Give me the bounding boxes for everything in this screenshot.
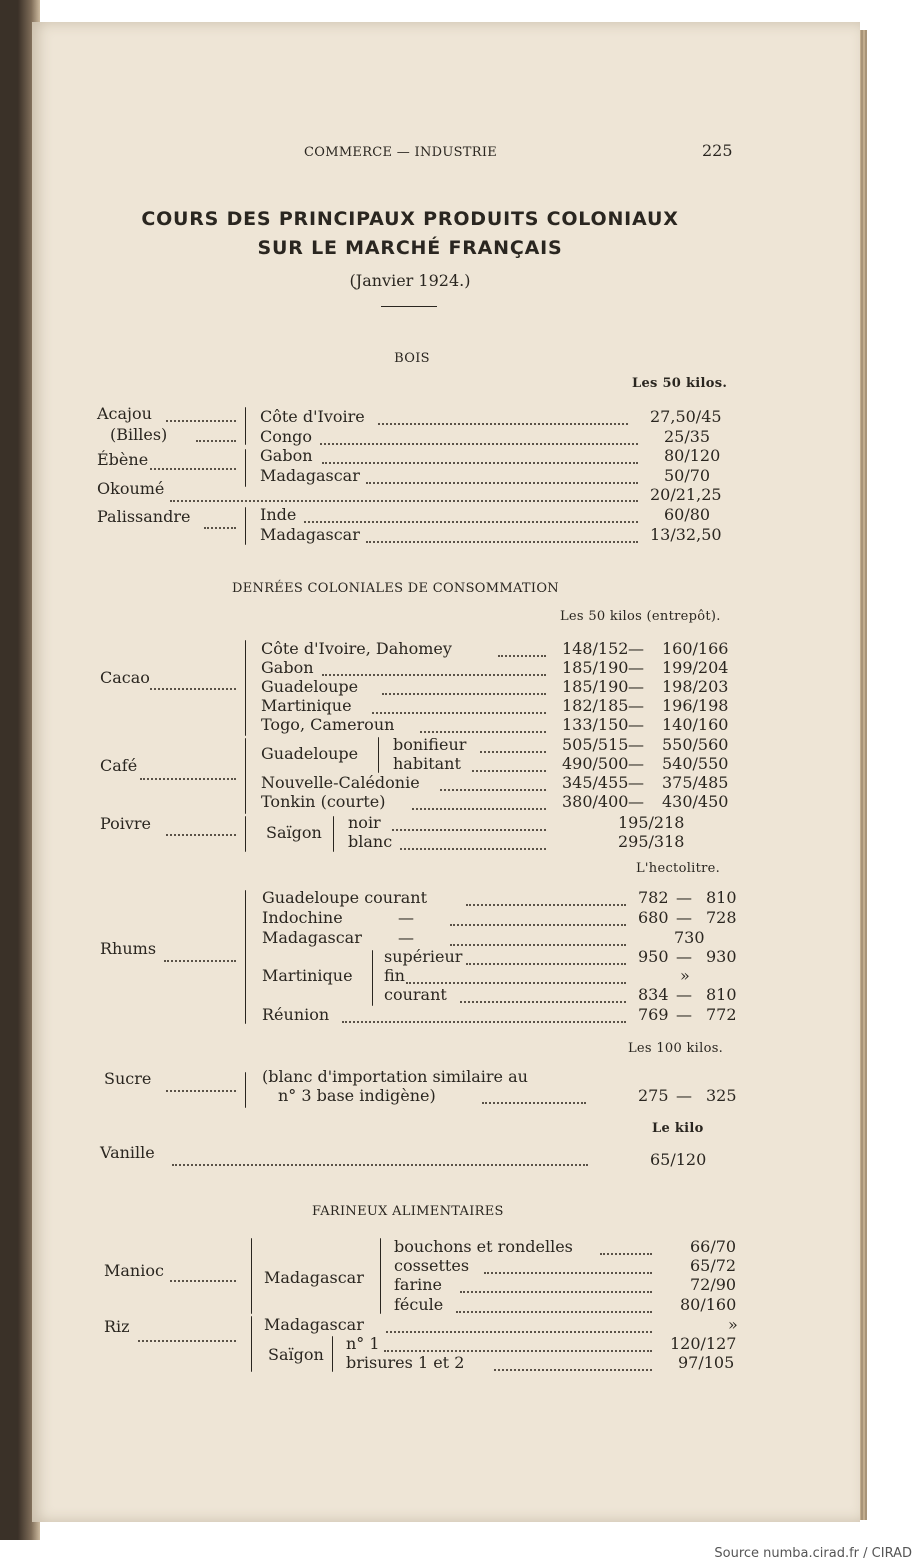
price-value: 50/70 — [664, 466, 711, 485]
price-value: 182/185 — [562, 696, 629, 715]
price-value: 680 — [638, 908, 669, 927]
dash: — — [628, 754, 644, 773]
dash: — — [676, 888, 692, 907]
leader-dots — [196, 440, 236, 442]
product-label: Sucre — [104, 1069, 152, 1088]
origin-label: Madagascar — [260, 466, 360, 485]
price-value: 160/166 — [662, 639, 729, 658]
brace — [245, 816, 246, 852]
origin-label: Indochine — [262, 908, 343, 927]
leader-dots — [150, 688, 236, 690]
leader-dots — [320, 443, 638, 445]
leader-dots — [170, 500, 638, 502]
grade-label: cossettes — [394, 1256, 470, 1275]
product-label: Manioc — [104, 1261, 164, 1280]
dash: — — [628, 658, 644, 677]
leader-dots — [482, 1102, 586, 1104]
grade-label: bonifieur — [393, 735, 467, 754]
product-label: Café — [100, 756, 138, 775]
product-label: Cacao — [100, 668, 150, 687]
leader-dots — [140, 778, 236, 780]
leader-dots — [384, 1350, 652, 1352]
price-value: 20/21,25 — [650, 485, 722, 504]
leader-dots — [440, 789, 546, 791]
origin-label: Gabon — [260, 446, 313, 465]
brace — [245, 738, 246, 814]
product-label: Riz — [104, 1317, 130, 1336]
price-value: 769 — [638, 1005, 669, 1024]
price-value: 196/198 — [662, 696, 729, 715]
dash: — — [628, 677, 644, 696]
page-title: COURS DES PRINCIPAUX PRODUITS COLONIAUX — [141, 208, 679, 230]
leader-dots — [166, 1090, 236, 1092]
origin-label: Togo, Cameroun — [261, 715, 395, 734]
price-value: 185/190 — [562, 658, 629, 677]
unit-label: Le kilo — [652, 1121, 704, 1136]
brace — [378, 737, 379, 773]
origin-label: Congo — [260, 427, 313, 446]
grade-label: blanc — [348, 832, 393, 851]
ditto-dash: — — [398, 928, 414, 947]
leader-dots — [342, 1021, 626, 1023]
leader-dots — [164, 960, 236, 962]
price-value: 120/127 — [670, 1334, 737, 1353]
grade-label: bouchons et rondelles — [394, 1237, 573, 1256]
dash: — — [628, 639, 644, 658]
unit-label: Les 100 kilos. — [628, 1041, 724, 1056]
dash: — — [628, 735, 644, 754]
leader-dots — [172, 1164, 588, 1166]
grade-label: courant — [384, 985, 447, 1004]
leader-dots — [392, 829, 546, 831]
origin-label: Réunion — [262, 1005, 330, 1024]
leader-dots — [366, 541, 638, 543]
price-value: 728 — [706, 908, 737, 927]
page-subtitle: SUR LE MARCHÉ FRANÇAIS — [257, 237, 563, 259]
price-value: 540/550 — [662, 754, 729, 773]
origin-label: Saïgon — [266, 823, 322, 842]
brace — [372, 950, 373, 1006]
price-value: 772 — [706, 1005, 737, 1024]
price-value: 133/150 — [562, 715, 629, 734]
brace — [245, 1072, 246, 1108]
brace — [245, 407, 246, 445]
leader-dots — [480, 751, 546, 753]
grade-label: supérieur — [384, 947, 463, 966]
title-date: (Janvier 1924.) — [349, 271, 471, 290]
price-value: 148/152 — [562, 639, 629, 658]
origin-label: Côte d'Ivoire, Dahomey — [261, 639, 452, 658]
grade-label: habitant — [393, 754, 461, 773]
leader-dots — [304, 521, 638, 523]
leader-dots — [322, 462, 638, 464]
description-text: (blanc d'importation similaire au — [262, 1067, 528, 1086]
origin-label: Guadeloupe — [261, 744, 359, 763]
origin-label: Madagascar — [264, 1315, 364, 1334]
price-value: 345/455 — [562, 773, 629, 792]
grade-label: farine — [394, 1275, 442, 1294]
price-value: 27,50/45 — [650, 407, 722, 426]
grade-label: n° 1 — [346, 1334, 380, 1353]
section-heading-denrees: DENRÉES COLONIALES DE CONSOMMATION — [232, 581, 559, 596]
leader-dots — [412, 808, 546, 810]
product-label: Rhums — [100, 939, 157, 958]
price-value: 325 — [706, 1086, 737, 1105]
grade-label: brisures 1 et 2 — [346, 1353, 465, 1372]
ditto-dash: — — [398, 908, 414, 927]
unit-label: Les 50 kilos. — [632, 376, 728, 391]
price-value: 490/500 — [562, 754, 629, 773]
dash: — — [628, 696, 644, 715]
price-value: 930 — [706, 947, 737, 966]
price-value: 13/32,50 — [650, 525, 722, 544]
description-text: n° 3 base indigène) — [278, 1086, 436, 1105]
leader-dots — [382, 693, 546, 695]
leader-dots — [138, 1340, 236, 1342]
origin-label: Gabon — [261, 658, 314, 677]
source-credit: Source numba.cirad.fr / CIRAD — [714, 1546, 912, 1561]
leader-dots — [400, 848, 546, 850]
price-value: 834 — [638, 985, 669, 1004]
leader-dots — [204, 527, 236, 529]
price-value: 550/560 — [662, 735, 729, 754]
leader-dots — [450, 944, 626, 946]
brace — [380, 1238, 381, 1314]
product-label: Palissandre — [97, 507, 191, 526]
leader-dots — [460, 1291, 652, 1293]
leader-dots — [166, 834, 236, 836]
origin-label: Madagascar — [264, 1268, 364, 1287]
dash: — — [628, 715, 644, 734]
leader-dots — [466, 963, 626, 965]
running-title: COMMERCE — INDUSTRIE — [304, 145, 498, 160]
origin-label: Inde — [260, 505, 297, 524]
dash: — — [676, 1086, 692, 1105]
price-value: » — [728, 1315, 738, 1334]
price-value: 80/120 — [664, 446, 721, 465]
leader-dots — [322, 674, 546, 676]
unit-label: Les 50 kilos (entrepôt). — [560, 609, 721, 624]
unit-label: L'hectolitre. — [636, 861, 721, 876]
origin-label: Tonkin (courte) — [261, 792, 386, 811]
price-value: 730 — [674, 928, 705, 947]
brace — [251, 1238, 252, 1314]
product-label: (Billes) — [110, 425, 168, 444]
section-heading-farineux: FARINEUX ALIMENTAIRES — [312, 1204, 504, 1219]
price-value: 782 — [638, 888, 669, 907]
price-value: 97/105 — [678, 1353, 735, 1372]
leader-dots — [386, 1331, 652, 1333]
leader-dots — [150, 468, 236, 470]
product-label: Okoumé — [97, 479, 165, 498]
leader-dots — [456, 1311, 652, 1313]
dash: — — [628, 792, 644, 811]
product-label: Acajou — [97, 404, 152, 423]
leader-dots — [170, 1280, 236, 1282]
price-value: 198/203 — [662, 677, 729, 696]
leader-dots — [166, 420, 236, 422]
grade-label: noir — [348, 813, 381, 832]
leader-dots — [420, 731, 546, 733]
grade-label: fin — [384, 966, 405, 985]
leader-dots — [466, 904, 626, 906]
title-rule — [381, 306, 437, 307]
price-value: 195/218 — [618, 813, 685, 832]
price-value: 810 — [706, 888, 737, 907]
price-value: 72/90 — [690, 1275, 737, 1294]
dash: — — [676, 908, 692, 927]
origin-label: Guadeloupe — [261, 677, 359, 696]
dash: — — [676, 947, 692, 966]
price-value: 295/318 — [618, 832, 685, 851]
section-heading-bois: BOIS — [394, 351, 430, 366]
price-value: 275 — [638, 1086, 669, 1105]
leader-dots — [372, 712, 546, 714]
price-value: 80/160 — [680, 1295, 737, 1314]
price-value: 199/204 — [662, 658, 729, 677]
origin-label: Côte d'Ivoire — [260, 407, 365, 426]
price-value: 380/400 — [562, 792, 629, 811]
origin-label: Madagascar — [262, 928, 362, 947]
dash: — — [628, 773, 644, 792]
price-value: 66/70 — [690, 1237, 737, 1256]
leader-dots — [600, 1253, 652, 1255]
brace — [245, 640, 246, 736]
product-label: Vanille — [100, 1143, 155, 1162]
price-value: 140/160 — [662, 715, 729, 734]
product-label: Ébène — [97, 450, 149, 469]
price-value: 65/120 — [650, 1150, 707, 1169]
grade-label: fécule — [394, 1295, 444, 1314]
price-value: 375/485 — [662, 773, 729, 792]
dash: — — [676, 1005, 692, 1024]
brace — [333, 816, 334, 852]
origin-label: Saïgon — [268, 1345, 324, 1364]
brace — [251, 1316, 252, 1372]
origin-label: Guadeloupe courant — [262, 888, 428, 907]
origin-label: Madagascar — [260, 525, 360, 544]
page-number: 225 — [702, 141, 733, 160]
brace — [245, 449, 246, 487]
product-label: Poivre — [100, 814, 152, 833]
dash: — — [676, 985, 692, 1004]
leader-dots — [450, 924, 626, 926]
brace — [245, 507, 246, 545]
price-value: 185/190 — [562, 677, 629, 696]
leader-dots — [366, 482, 638, 484]
leader-dots — [406, 982, 626, 984]
origin-label: Martinique — [262, 966, 353, 985]
price-value: 25/35 — [664, 427, 711, 446]
price-value: 810 — [706, 985, 737, 1004]
leader-dots — [378, 423, 628, 425]
leader-dots — [498, 655, 546, 657]
price-value: 950 — [638, 947, 669, 966]
leader-dots — [472, 770, 546, 772]
leader-dots — [484, 1272, 652, 1274]
price-value: 65/72 — [690, 1256, 737, 1275]
leader-dots — [460, 1001, 626, 1003]
brace — [245, 890, 246, 1024]
origin-label: Martinique — [261, 696, 352, 715]
price-value: 430/450 — [662, 792, 729, 811]
brace — [332, 1336, 333, 1372]
origin-label: Nouvelle-Calédonie — [261, 773, 420, 792]
price-value: 505/515 — [562, 735, 629, 754]
leader-dots — [494, 1369, 652, 1371]
price-value: 60/80 — [664, 505, 711, 524]
price-value: » — [680, 966, 690, 985]
